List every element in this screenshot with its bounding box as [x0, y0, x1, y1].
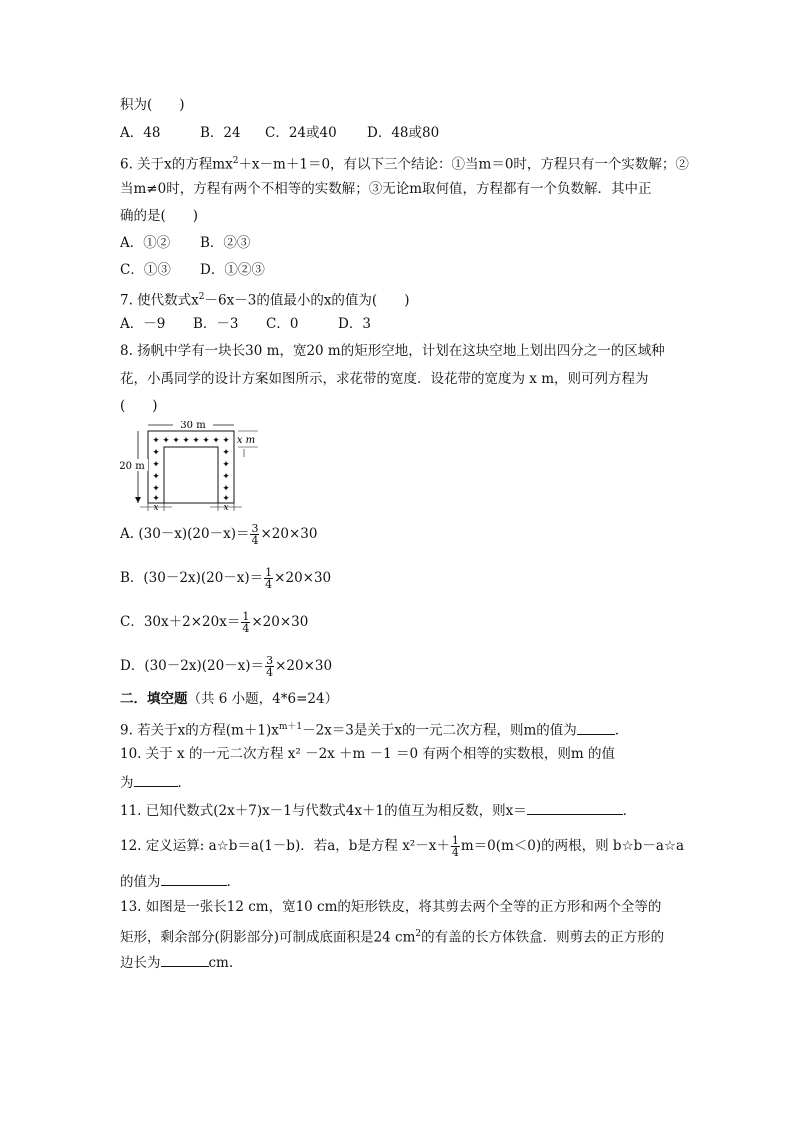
- flower-icon: ✦: [182, 436, 190, 446]
- flower-icon: ✦: [162, 436, 170, 446]
- flower-icon: ✦: [212, 436, 220, 446]
- bottom-left-label: x: [153, 503, 159, 511]
- q7-option-d[interactable]: D．3: [338, 316, 371, 332]
- q12-stem-line2: [120, 871, 231, 891]
- q12-text-a: 12. 定义运算: a☆b＝a(1－b)．若a，b是方程 x²－x＋: [120, 838, 450, 854]
- q13-line3b: cm.: [208, 955, 234, 971]
- q11-end: ．: [622, 803, 637, 819]
- q9-exponent: m＋1: [278, 722, 303, 732]
- q10-stem-line2: [120, 772, 191, 792]
- q6-stem-line1: [120, 152, 689, 174]
- q7-stem-a: 7. 使代数式x: [120, 292, 199, 309]
- q5-option-d[interactable]: D．48或80: [367, 125, 440, 141]
- q7-exponent: 2: [198, 292, 205, 302]
- q10-line2-text: 为: [120, 775, 134, 791]
- q10-answer-blank[interactable]: [134, 772, 178, 787]
- q10-stem-line1: 10. 关于 x 的一元二次方程 x² －2x ＋m －1 ＝0 有两个相等的实数根，则m 的值: [120, 746, 616, 762]
- q12-text-b: m＝0(m＜0)的两根，则 b☆b－a☆a: [460, 838, 685, 854]
- q10-end: ．: [177, 775, 191, 791]
- q9-answer-blank[interactable]: [577, 720, 615, 735]
- fraction-denominator: 4: [251, 534, 259, 547]
- q5-option-a[interactable]: A．48: [120, 125, 161, 141]
- q6-exponent: 2: [232, 156, 239, 166]
- q8-stem-line2: 花，小禹同学的设计方案如图所示，求花带的宽度．设花带的宽度为 x m，则可列方程为: [120, 371, 649, 387]
- q13-line2a: 矩形，剩余部分(阴影部分)可制成底面积是24 cm: [120, 929, 416, 946]
- q8-option-b-pre: B．(30－2x)(20－x)＝: [120, 570, 264, 586]
- q6-option-c[interactable]: C．①③: [120, 262, 171, 278]
- section-note: （共 6 小题，4*6=24）: [187, 691, 339, 707]
- flower-strip-left: [152, 448, 160, 504]
- flower-icon: ✦: [152, 494, 160, 504]
- q12-end: .: [226, 874, 231, 890]
- flower-icon: ✦: [192, 436, 200, 446]
- bottom-right-label: x: [223, 503, 229, 511]
- q6-line1-text: 6. 关于x的方程mx: [120, 156, 233, 173]
- q9-end: ．: [614, 722, 629, 739]
- flower-icon: ✦: [222, 494, 230, 504]
- q8-option-b[interactable]: [120, 567, 331, 590]
- flower-icon: ✦: [202, 436, 210, 446]
- q13-stem-line1: 13. 如图是一张长12 cm，宽10 cm的矩形铁皮，将其剪去两个全等的正方形和两个全等的: [120, 899, 662, 915]
- fraction-numerator: 3: [251, 522, 259, 535]
- q8-option-a-post: ×20×30: [260, 526, 318, 542]
- flower-icon: ✦: [152, 484, 160, 494]
- q12-answer-blank[interactable]: [161, 871, 227, 886]
- section-heading: [120, 690, 338, 708]
- q12-fraction: [451, 835, 460, 858]
- q8-option-c[interactable]: [120, 611, 308, 634]
- q8-option-d[interactable]: [120, 655, 332, 678]
- q11-text: 11. 已知代数式(2x＋7)x－1与代数式4x＋1的值互为相反数，则x＝: [120, 803, 527, 819]
- q5-option-c[interactable]: C．24或40: [265, 125, 337, 141]
- left-dimension-label: 20 m: [119, 461, 145, 472]
- left-arrow-down: [135, 497, 141, 503]
- q5-option-b[interactable]: B．24: [200, 125, 241, 141]
- q6-option-d[interactable]: D．①②③: [200, 262, 265, 278]
- top-dimension-label: 30 m: [180, 421, 206, 431]
- flower-icon: ✦: [172, 436, 180, 446]
- q13-exponent: 2: [415, 929, 422, 939]
- fraction-numerator: 1: [242, 610, 250, 623]
- flower-icon: ✦: [152, 436, 160, 446]
- right-dimension-label: x m: [236, 435, 256, 446]
- q8-option-c-post: ×20×30: [251, 614, 309, 630]
- fraction-denominator: 4: [451, 846, 459, 859]
- flower-icon: ✦: [222, 484, 230, 494]
- q6-options-row1: [120, 234, 250, 252]
- flower-icon: ✦: [222, 436, 230, 446]
- q13-stem-line3: [120, 952, 233, 972]
- q13-line2b: 的有盖的长方体铁盒．则剪去的正方形的: [421, 929, 665, 946]
- flower-icon: ✦: [222, 472, 230, 482]
- q8-stem-line1: 8. 扬帆中学有一块长30 m，宽20 m的矩形空地，计划在这块空地上划出四分之一的区域种: [120, 343, 665, 359]
- flower-icon: ✦: [152, 448, 160, 458]
- flower-icon: ✦: [152, 460, 160, 470]
- q7-options: [120, 315, 371, 333]
- q5-options: [120, 124, 439, 142]
- flower-icon: ✦: [222, 460, 230, 470]
- q7-option-b[interactable]: B．－3: [193, 316, 239, 332]
- q11-answer-blank[interactable]: [527, 800, 623, 815]
- q13-line3a: 边长为: [120, 955, 161, 971]
- q8-option-d-pre: D．(30－2x)(20－x)＝: [120, 658, 265, 674]
- fraction-denominator: 4: [242, 622, 250, 635]
- fraction-numerator: 1: [265, 566, 273, 579]
- q6-option-a[interactable]: A．①②: [120, 235, 171, 251]
- fraction-denominator: 4: [266, 666, 274, 679]
- q13-stem-line2: [120, 925, 664, 947]
- q11-stem: [120, 800, 636, 820]
- q9-text-a: 9. 若关于x的方程(m＋1)x: [120, 722, 279, 739]
- q8-stem-line3: ( ): [120, 398, 158, 414]
- q8-option-b-fraction: [264, 567, 273, 590]
- q12-stem-line1: [120, 835, 684, 858]
- q6-stem-line3: 确的是( ): [120, 208, 199, 224]
- q8-option-b-post: ×20×30: [274, 570, 332, 586]
- section-title: 二．填空题: [120, 691, 188, 707]
- flower-strip-top: [152, 436, 230, 446]
- q13-answer-blank[interactable]: [161, 952, 209, 967]
- q8-garden-figure: [118, 421, 258, 511]
- q7-stem: [120, 288, 409, 310]
- q8-option-d-post: ×20×30: [275, 658, 333, 674]
- q6-stem-line2: 当m≠0时，方程有两个不相等的实数解；③无论m取何值，方程都有一个负数解．其中正: [120, 181, 652, 197]
- flower-icon: ✦: [152, 472, 160, 482]
- q7-option-c[interactable]: C．0: [266, 316, 299, 332]
- q9-stem: [120, 718, 628, 740]
- q8-option-a[interactable]: [120, 523, 317, 546]
- q8-option-c-fraction: [241, 611, 250, 634]
- q6-options-row2: [120, 261, 265, 279]
- q9-text-b: －2x＝3是关于x的一元二次方程，则m的值为: [302, 722, 577, 739]
- q7-stem-b: －6x－3的值最小的x的值为( ): [204, 292, 410, 309]
- q6-option-b[interactable]: B．②③: [200, 235, 251, 251]
- flower-icon: ✦: [222, 448, 230, 458]
- q5-stem-continuation: 积为( ): [120, 97, 185, 113]
- fraction-denominator: 4: [265, 578, 273, 591]
- q8-option-a-fraction: [250, 523, 259, 546]
- q12-line2-text: 的值为: [120, 874, 161, 890]
- inner-rectangle: [164, 447, 218, 503]
- flower-strip-right: [222, 448, 230, 504]
- q8-option-a-pre: A. (30－x)(20－x)＝: [120, 526, 250, 542]
- fraction-numerator: 1: [451, 834, 459, 847]
- q8-option-d-fraction: [265, 655, 274, 678]
- fraction-numerator: 3: [266, 654, 274, 667]
- outer-rectangle: [148, 431, 234, 503]
- q8-option-c-pre: C．30x＋2×20x＝: [120, 614, 241, 630]
- q7-option-a[interactable]: A．－9: [120, 316, 166, 332]
- q6-line1-tail: ＋x－m＋1＝0，有以下三个结论：①当m＝0时，方程只有一个实数解；②: [238, 156, 689, 173]
